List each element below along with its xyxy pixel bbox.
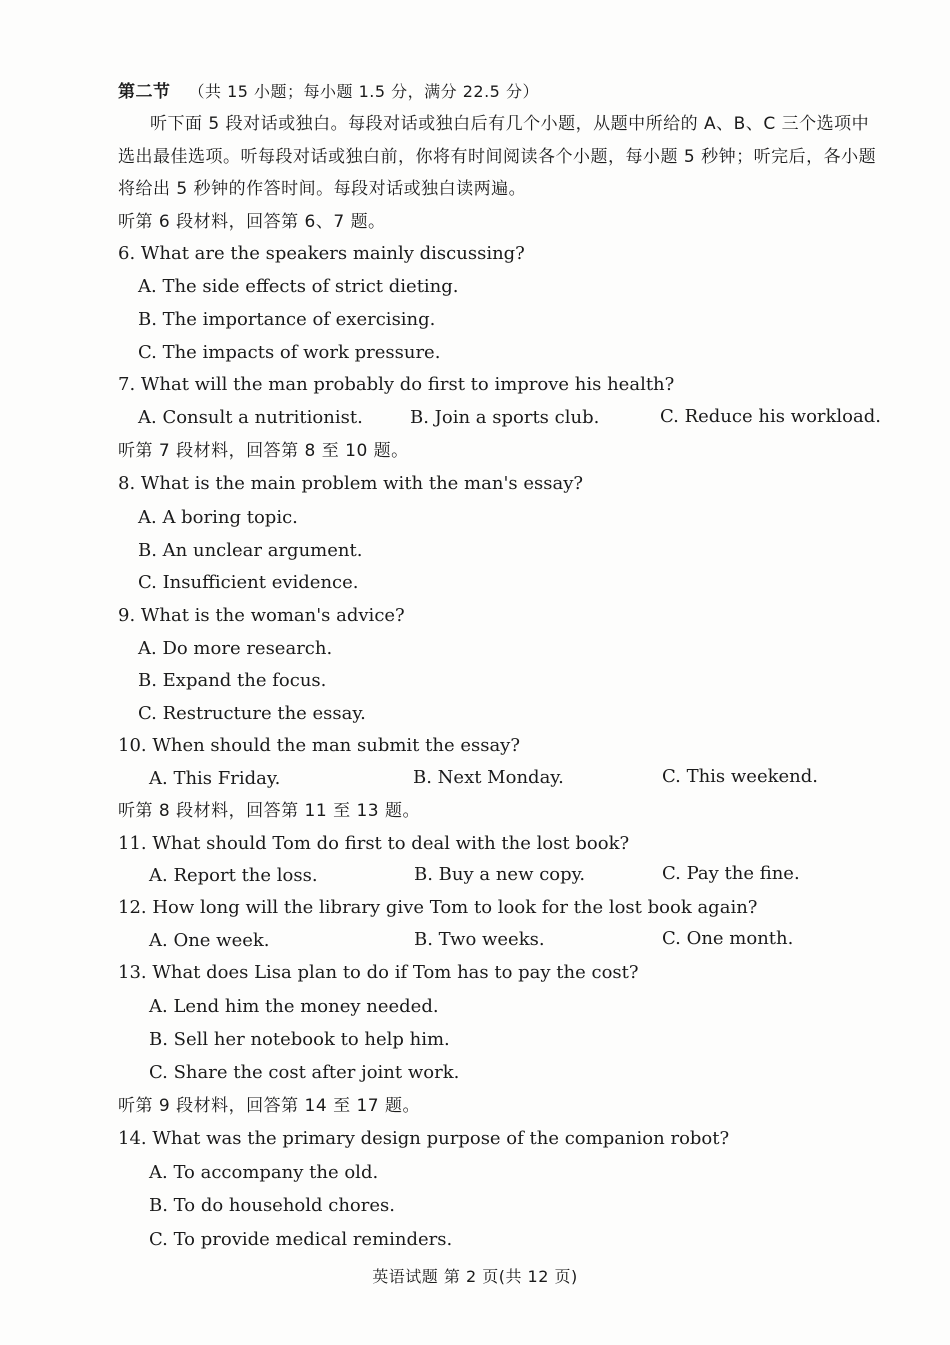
question-6-stem: 6. What are the speakers mainly discussing? — [118, 243, 525, 264]
question-11-option-c: C. Pay the fine. — [662, 863, 800, 884]
material-8-heading: 听第 8 段材料，回答第 11 至 13 题。 — [118, 801, 421, 821]
question-7-stem: 7. What will the man probably do first to improve his health? — [118, 374, 675, 395]
question-10-stem: 10. When should the man submit the essay? — [118, 735, 520, 756]
section-heading — [118, 80, 539, 104]
question-6-option-a: A. The side effects of strict dieting. — [138, 276, 459, 297]
question-14-option-b: B. To do household chores. — [149, 1195, 395, 1216]
question-8-option-c: C. Insufficient evidence. — [138, 572, 359, 593]
question-7-option-a: A. Consult a nutritionist. — [138, 407, 363, 428]
question-11-option-a: A. Report the loss. — [149, 865, 318, 886]
material-7-heading: 听第 7 段材料，回答第 8 至 10 题。 — [118, 441, 409, 461]
instruction-line-3: 将给出 5 秒钟的作答时间。每段对话或独白读两遍。 — [118, 179, 527, 199]
question-9-option-b: B. Expand the focus. — [138, 670, 327, 691]
instruction-line-2: 选出最佳选项。听每段对话或独白前，你将有时间阅读各个小题，每小题 5 秒钟；听完后，各小题 — [118, 147, 877, 167]
section-title: 第二节 — [118, 82, 171, 102]
question-6-option-b: B. The importance of exercising. — [138, 309, 436, 330]
section-note: （共 15 小题；每小题 1.5 分，满分 22.5 分） — [188, 82, 539, 101]
question-9-option-c: C. Restructure the essay. — [138, 703, 366, 724]
question-10-option-b: B. Next Monday. — [413, 767, 564, 788]
material-6-heading: 听第 6 段材料，回答第 6、7 题。 — [118, 212, 386, 232]
question-10-option-c: C. This weekend. — [662, 766, 818, 787]
question-9-option-a: A. Do more research. — [138, 638, 333, 659]
question-8-option-a: A. A boring topic. — [138, 507, 298, 528]
question-12-option-b: B. Two weeks. — [414, 929, 545, 950]
question-6-option-c: C. The impacts of work pressure. — [138, 342, 441, 363]
question-9-stem: 9. What is the woman's advice? — [118, 605, 405, 626]
question-10-option-a: A. This Friday. — [149, 768, 281, 789]
question-13-option-b: B. Sell her notebook to help him. — [149, 1029, 450, 1050]
question-11-option-b: B. Buy a new copy. — [414, 864, 586, 885]
question-8-stem: 8. What is the main problem with the man's essay? — [118, 473, 584, 494]
question-13-option-a: A. Lend him the money needed. — [149, 996, 439, 1017]
question-7-option-c: C. Reduce his workload. — [660, 406, 881, 427]
question-12-stem: 12. How long will the library give Tom to look for the lost book again? — [118, 897, 758, 918]
question-13-stem: 13. What does Lisa plan to do if Tom has to pay the cost? — [118, 962, 639, 983]
question-14-option-a: A. To accompany the old. — [149, 1162, 379, 1183]
question-7-option-b: B. Join a sports club. — [410, 407, 600, 428]
question-14-option-c: C. To provide medical reminders. — [149, 1229, 453, 1250]
question-12-option-a: A. One week. — [149, 930, 270, 951]
question-13-option-c: C. Share the cost after joint work. — [149, 1062, 460, 1083]
question-12-option-c: C. One month. — [662, 928, 794, 949]
question-14-stem: 14. What was the primary design purpose of the companion robot? — [118, 1128, 730, 1149]
material-9-heading: 听第 9 段材料，回答第 14 至 17 题。 — [118, 1096, 421, 1116]
question-11-stem: 11. What should Tom do first to deal with the lost book? — [118, 833, 630, 854]
instruction-line-1: 听下面 5 段对话或独白。每段对话或独白后有几个小题，从题中所给的 A、B、C 三个选项中 — [150, 114, 870, 134]
page-footer: 英语试题 第 2 页(共 12 页) — [372, 1267, 578, 1286]
question-8-option-b: B. An unclear argument. — [138, 540, 363, 561]
